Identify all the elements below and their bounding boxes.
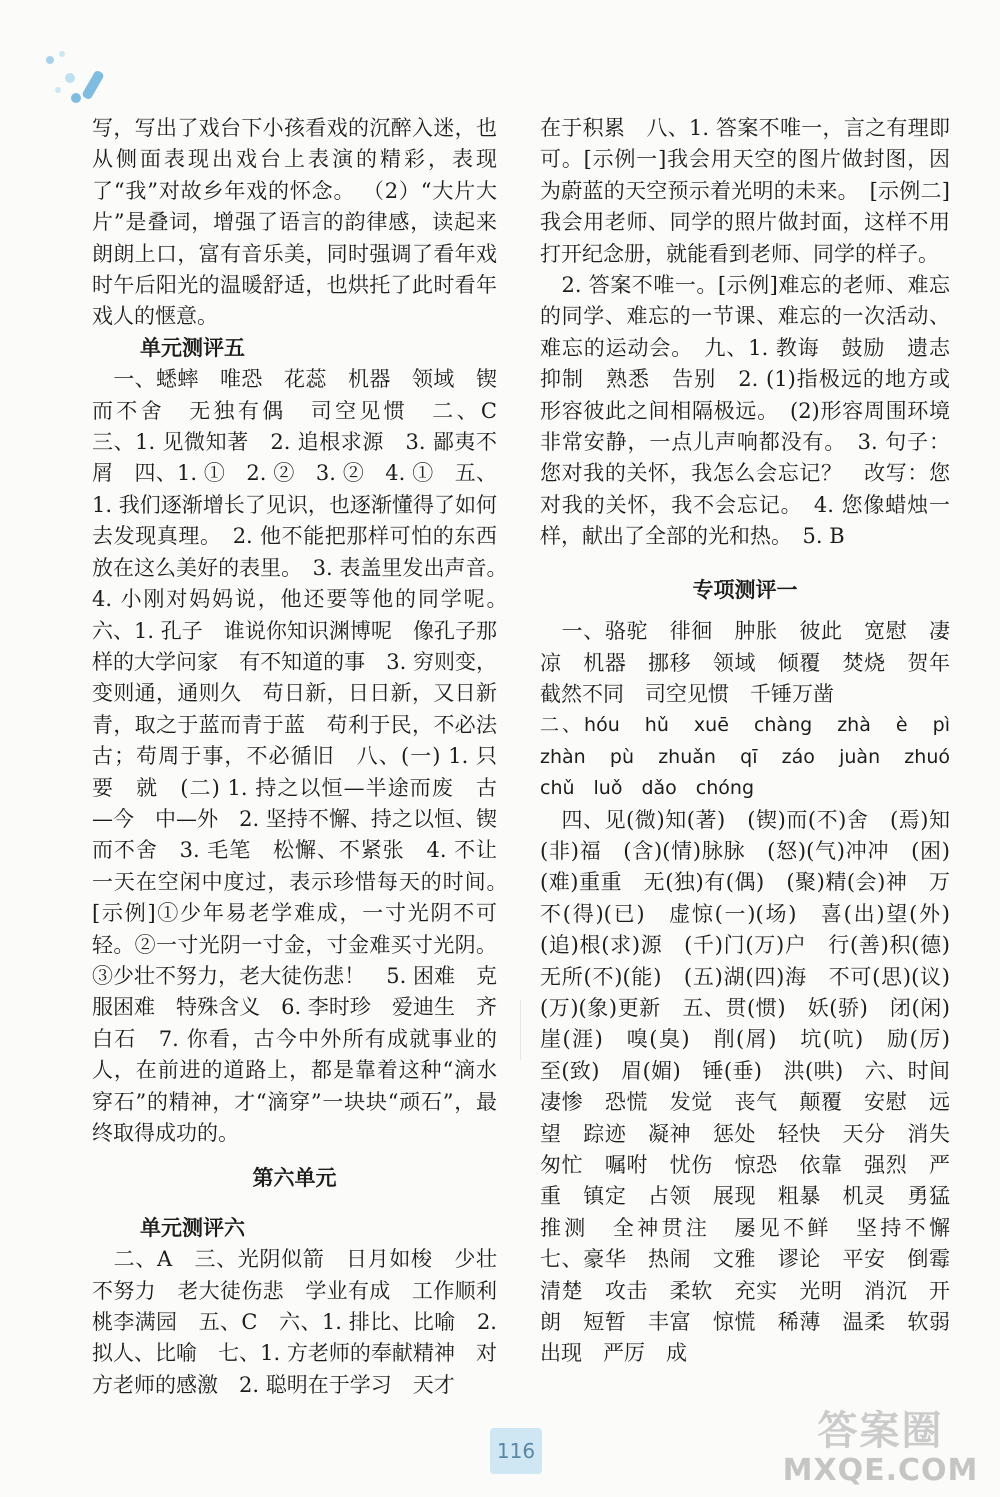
watermark-line1: 答案圈: [817, 1408, 944, 1454]
watermark-line2: MXQE.COM: [782, 1453, 979, 1488]
right-column: [540, 113, 971, 1370]
watermark-logo: [773, 1407, 988, 1489]
unit-title-6: 第六单元: [252, 1166, 337, 1191]
right-paragraph-2: 2. 答案不唯一。[示例]难忘的老师、难忘的同学、难忘的一节课、难忘的一次活动、难忘的运动会。 九、1. 教诲 鼓励 遗志 抑制 熟悉 告别 2. (1)指极远的地方或形容彼此之间相隔极远。 (2)形容周围环境非常安静，一点儿声响都没有。 3. 句子：您对我的关怀，我怎么会忘记？ 改写：您对我的关怀，我不会忘记。 4. 您像蜡烛一样，献出了全部的光和热。 5. B: [540, 273, 971, 549]
right-paragraph-1: 在于积累 八、1. 答案不唯一，言之有理即可。[示例一]我会用天空的图片做封图，因为蔚蓝的天空预示着光明的未来。 [示例二]我会用老师、同学的照片做封面，这样不用打开纪念册，就能看到老师、同学的样子。: [540, 116, 950, 266]
corner-decoration-icon: [38, 40, 118, 120]
left-paragraph-3: 二、A 三、光阴似箭 日月如梭 少壮不努力 老大徒伤悲 学业有成 工作顺利 桃李满园 五、C 六、1. 排比、比喻 2. 拟人、比喻 七、1. 方老师的奉献精神 对方老师的感激 2. 聪明在于学习 天才: [92, 1247, 518, 1397]
left-column: [92, 113, 518, 1401]
right-paragraph-3a: 一、骆驼 徘徊 肿胀 彼此 宽慰 凄凉 机器 挪移 领域 倾覆 焚烧 贺年 截然不同 司空见惯 千锤万凿: [540, 619, 971, 706]
section-heading-unit5: 单元测评五: [140, 335, 245, 360]
right-pinyin-list: 二、hóu hǔ xuē chàng zhà è pì zhàn pù zhuǎn qī záo juàn zhuó chǔ luǒ dǎo chóng: [540, 714, 970, 800]
page-number: 116: [490, 1428, 542, 1474]
column-divider: [520, 1000, 521, 1060]
left-paragraph-1: 写，写出了戏台下小孩看戏的沉醉入迷，也从侧面表现出戏台上表演的精彩，表现了“我”对故乡年戏的怀念。 （2）“大片大片”是叠词，增强了语言的韵律感，读起来朗朗上口，富有音乐美，同时强调了看年戏时午后阳光的温暖舒适，也烘托了此时看年戏人的惬意。: [92, 116, 497, 329]
section-heading-unit6: 单元测评六: [140, 1215, 245, 1240]
left-paragraph-2: 一、蟋蟀 唯恐 花蕊 机器 领域 锲而不舍 无独有偶 司空见惯 二、C 三、1. 见微知著 2. 追根求源 3. 鄙夷不屑 四、1. ① 2. ② 3. ② 4. ① 五、1. 我们逐渐增长了见识，也逐渐懂得了如何去发现真理。 2. 他不能把那样可怕的东西放在这么美好的表里。 3. 表盖里发出声音。 4. 小刚对妈妈说，他还要等他的同学呢。 六、1. 孔子 谁说你知识渊博呢 像孔子那样的大学问家 有不知道的事 3. 穷则变，变则通，通则久 苟日新，日日新，又日新 青，取之于蓝而青于蓝 苟利于民，不必法古；苟周于事，不必循旧 八、(一) 1. 只要 就 (二) 1. 持之以恒—半途而废 古—今 中—外 2. 坚持不懈、持之以恒、锲而不舍 3. 毛笔 松懈、不紧张 4. 不让一天在空闲中度过，表示珍惜每天的时间。 [示例]①少年易老学难成，一寸光阴不可轻。②一寸光阴一寸金，寸金难买寸光阴。③少壮不努力，老大徒伤悲！ 5. 困难 克服困难 特殊含义 6. 李时珍 爱迪生 齐白石 7. 你看，古今中外所有成就事业的人，在前进的道路上，都是靠着这种“滴水穿石”的精神，才“滴穿”一块块“顽石”，最终取得成功的。: [92, 367, 518, 1145]
section-heading-special1: 专项测评一: [692, 577, 798, 602]
right-paragraph-3b: 四、见(微)知(著) (锲)而(不)舍 (焉)知(非)福 (含)(情)脉脉 (怒)(气)冲冲 (困)(难)重重 无(独)有(偶) (聚)精(会)神 万不(得)(已) 虚惊(一)(场) 喜(出)望(外) (追)根(求)源 (千)门(万)户 行(善)积(德) 无所(不)(能) (五)湖(四)海 不可(思)(议) (万)(象)更新 五、贯(惯) 妖(骄) 闭(闲) 崖(涯) 嗅(臭) 削(屑) 坑(吭) 励(厉) 至(致) 眉(媚) 锤(垂) 洪(哄) 六、时间 凄惨 恐慌 发觉 丧气 颠覆 安慰 远望 踪迹 凝神 惩处 轻快 天分 消失 匆忙 嘱咐 忧伤 惊恐 依靠 强烈 严重 镇定 占领 展现 粗暴 机灵 勇猛 推测 全神贯注 屡见不鲜 坚持不懈 七、豪华 热闹 文雅 谬论 平安 倒霉 清楚 攻击 柔软 充实 光明 消沉 开朗 短暂 丰富 惊慌 稀薄 温柔 软弱 出现 严厉 成: [540, 807, 971, 1366]
